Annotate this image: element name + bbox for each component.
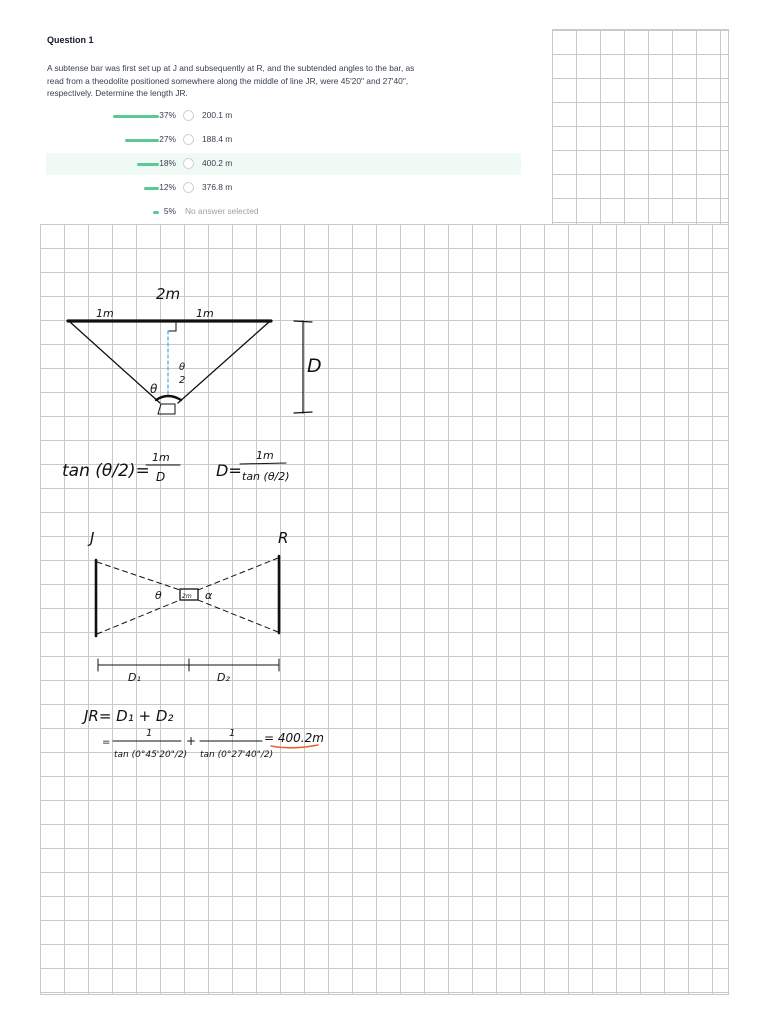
- eq1-denominator: D: [156, 470, 166, 484]
- eq2-denominator: tan (θ/2): [242, 470, 290, 483]
- distance-label: D: [307, 355, 322, 377]
- triangle-right-side: [178, 322, 269, 403]
- sight-line-r-top: [198, 558, 278, 590]
- theodolite-symbol: [158, 404, 175, 414]
- option-percent: 18%: [159, 158, 176, 168]
- d2-label: D₂: [217, 671, 230, 684]
- half-right-label: 1m: [196, 307, 214, 320]
- triangle-left-side: [70, 322, 160, 403]
- dimension-tick-bottom: [294, 412, 312, 413]
- eq2-fraction-line: [240, 463, 286, 464]
- sight-line-r-bottom: [198, 600, 278, 632]
- point-r-label: R: [278, 529, 289, 547]
- option-percent: 37%: [159, 110, 176, 120]
- center-bar-label: 2m: [182, 593, 192, 600]
- question-text: A subtense bar was first set up at J and subsequently at R, and the subtended angles to the bar, as read from a theodolite positioned somewhere along the middle of line JR, were 45'20" and 27'40", respectively. Determine the length JR.: [47, 63, 415, 98]
- center-theta-label: θ: [155, 589, 162, 602]
- angle-arc: [156, 396, 181, 400]
- option-label: 188.4 m: [202, 134, 233, 144]
- frac2-denominator: tan (0°27'40"/2): [200, 750, 274, 760]
- answer-underline: [271, 745, 318, 748]
- question-title: Question 1: [47, 35, 94, 45]
- option-label: 376.8 m: [202, 182, 233, 192]
- result-value: = 400.2m: [264, 731, 324, 745]
- option-percent: 12%: [159, 182, 176, 192]
- theta-label: θ: [150, 382, 158, 396]
- half-theta-num: θ: [179, 362, 186, 373]
- half-theta-den: 2: [179, 375, 186, 386]
- frac2-numerator: 1: [229, 728, 236, 739]
- d1-label: D₁: [128, 671, 141, 684]
- sum-equals: =: [102, 737, 111, 748]
- option-label: 200.1 m: [202, 110, 233, 120]
- eq1-numerator: 1m: [152, 451, 170, 464]
- frac1-denominator: tan (0°45'20"/2): [114, 750, 188, 760]
- sight-line-j-bottom: [97, 600, 180, 634]
- option-percent: 27%: [159, 134, 176, 144]
- frac1-numerator: 1: [146, 728, 153, 739]
- eq2-numerator: 1m: [256, 449, 274, 462]
- sight-line-j-top: [97, 562, 180, 590]
- option-label: 400.2 m: [202, 158, 233, 168]
- center-alpha-label: α: [205, 589, 213, 602]
- dimension-tick-top: [294, 321, 312, 322]
- option-percent: 5%: [163, 206, 176, 216]
- half-left-label: 1m: [96, 307, 114, 320]
- plus-sign: +: [186, 734, 197, 748]
- jr-equation: JR= D₁ + D₂: [84, 707, 174, 725]
- eq2-lhs: D=: [216, 461, 242, 480]
- bar-length-label: 2m: [156, 285, 181, 303]
- eq1-lhs: tan (θ/2)=: [62, 461, 150, 481]
- right-angle-mark: [169, 323, 176, 331]
- point-j-label: J: [90, 529, 95, 547]
- no-answer-label: No answer selected: [185, 206, 259, 216]
